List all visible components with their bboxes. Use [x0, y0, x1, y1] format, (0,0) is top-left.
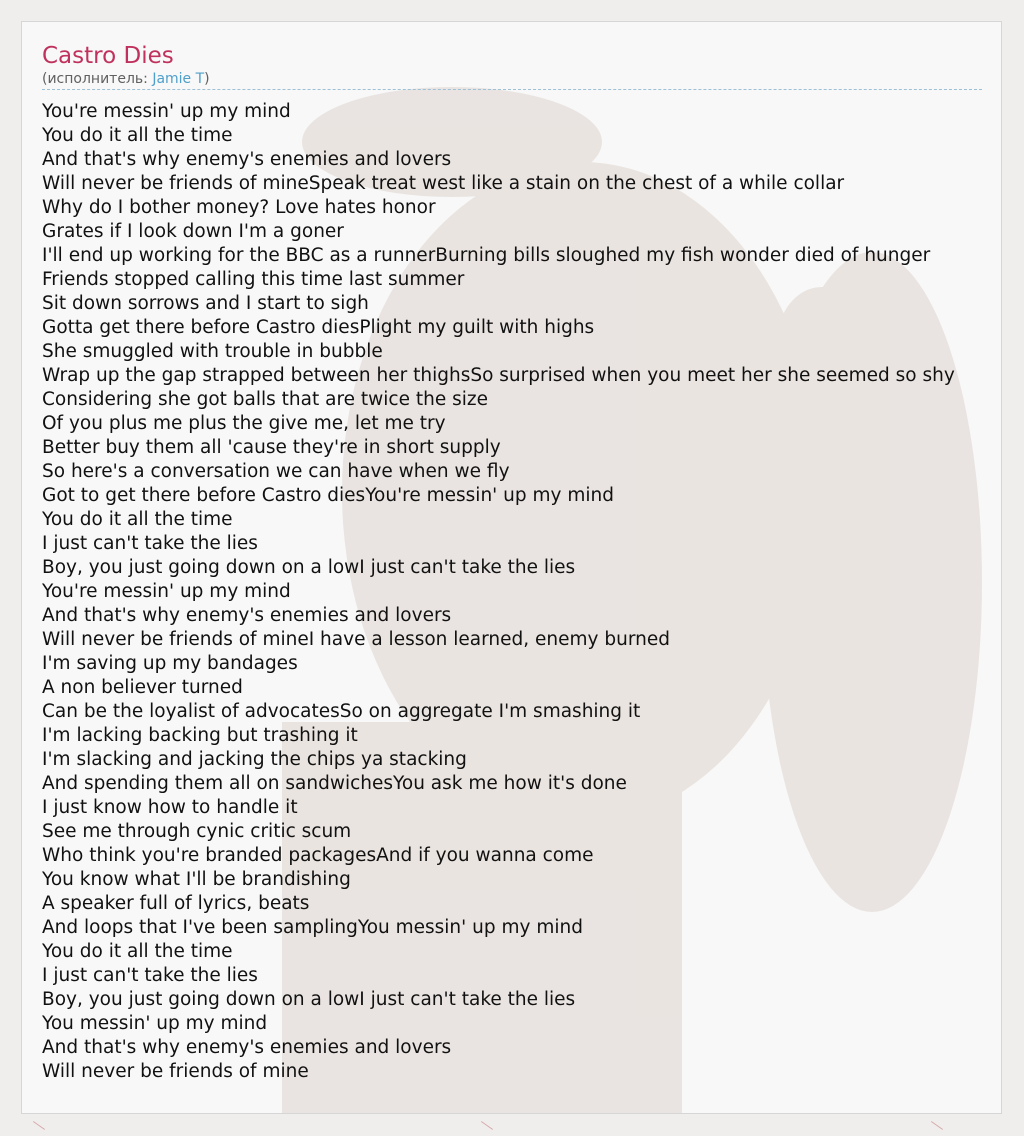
lyric-line: Friends stopped calling this time last summer: [42, 269, 465, 290]
lyric-line: Considering she got balls that are twice the size: [42, 389, 488, 410]
lyric-line: You know what I'll be brandishing: [42, 869, 351, 890]
lyric-line: And loops that I've been samplingYou messin' up my mind: [42, 917, 583, 938]
lyric-line: You do it all the time: [42, 941, 233, 962]
artist-link[interactable]: Jamie T: [152, 71, 205, 87]
lyric-line: A speaker full of lyrics, beats: [42, 893, 310, 914]
lyric-line: Can be the loyalist of advocatesSo on aggregate I'm smashing it: [42, 701, 641, 722]
corner-ornament-center: [481, 1121, 493, 1130]
corner-ornament-left: [33, 1121, 45, 1130]
lyrics-card: [21, 21, 1002, 1114]
lyric-line: See me through cynic critic scum: [42, 821, 352, 842]
lyric-line: So here's a conversation we can have when we fly: [42, 461, 510, 482]
song-title: Castro Dies: [42, 43, 174, 69]
header-divider: [42, 89, 982, 90]
lyric-line: She smuggled with trouble in bubble: [42, 341, 383, 362]
lyric-line: You messin' up my mind: [42, 1013, 268, 1034]
lyric-line: Better buy them all 'cause they're in short supply: [42, 437, 501, 458]
lyric-line: Will never be friends of mineI have a lesson learned, enemy burned: [42, 629, 670, 650]
lyric-line: A non believer turned: [42, 677, 243, 698]
lyric-line: Will never be friends of mine: [42, 1061, 309, 1082]
lyric-line: I just can't take the lies: [42, 965, 258, 986]
lyric-line: I'm lacking backing but trashing it: [42, 725, 358, 746]
lyric-line: Of you plus me plus the give me, let me try: [42, 413, 446, 434]
artist-suffix: ): [204, 71, 210, 87]
lyric-line: Boy, you just going down on a lowI just can't take the lies: [42, 557, 576, 578]
lyric-line: I'll end up working for the BBC as a runnerBurning bills sloughed my fish wonder died of hunger: [42, 245, 931, 266]
lyric-line: You do it all the time: [42, 509, 233, 530]
lyric-line: I just can't take the lies: [42, 533, 258, 554]
lyric-line: Gotta get there before Castro diesPlight my guilt with highs: [42, 317, 595, 338]
lyric-line: You're messin' up my mind: [42, 101, 291, 122]
lyric-line: And that's why enemy's enemies and lovers: [42, 605, 452, 626]
lyric-line: Wrap up the gap strapped between her thighsSo surprised when you meet her she seemed so shy: [42, 365, 955, 386]
lyrics-text: [42, 100, 1002, 1084]
lyric-line: I'm saving up my bandages: [42, 653, 298, 674]
lyric-line: You're messin' up my mind: [42, 581, 291, 602]
lyric-line: Got to get there before Castro diesYou're messin' up my mind: [42, 485, 614, 506]
lyric-line: Grates if I look down I'm a goner: [42, 221, 344, 242]
lyric-line: Will never be friends of mineSpeak treat west like a stain on the chest of a while collar: [42, 173, 845, 194]
artist-line: [42, 70, 982, 88]
lyric-line: Boy, you just going down on a lowI just can't take the lies: [42, 989, 576, 1010]
lyric-line: And spending them all on sandwichesYou ask me how it's done: [42, 773, 627, 794]
lyric-line: Why do I bother money? Love hates honor: [42, 197, 436, 218]
lyric-line: You do it all the time: [42, 125, 233, 146]
lyric-line: And that's why enemy's enemies and lovers: [42, 149, 452, 170]
corner-ornament-right: [931, 1121, 943, 1130]
lyric-line: Who think you're branded packagesAnd if you wanna come: [42, 845, 594, 866]
lyric-line: I just know how to handle it: [42, 797, 298, 818]
lyric-line: Sit down sorrows and I start to sigh: [42, 293, 369, 314]
artist-prefix: (исполнитель:: [42, 71, 153, 87]
lyric-line: I'm slacking and jacking the chips ya stacking: [42, 749, 467, 770]
song-header: [42, 42, 982, 88]
lyric-line: And that's why enemy's enemies and lovers: [42, 1037, 452, 1058]
